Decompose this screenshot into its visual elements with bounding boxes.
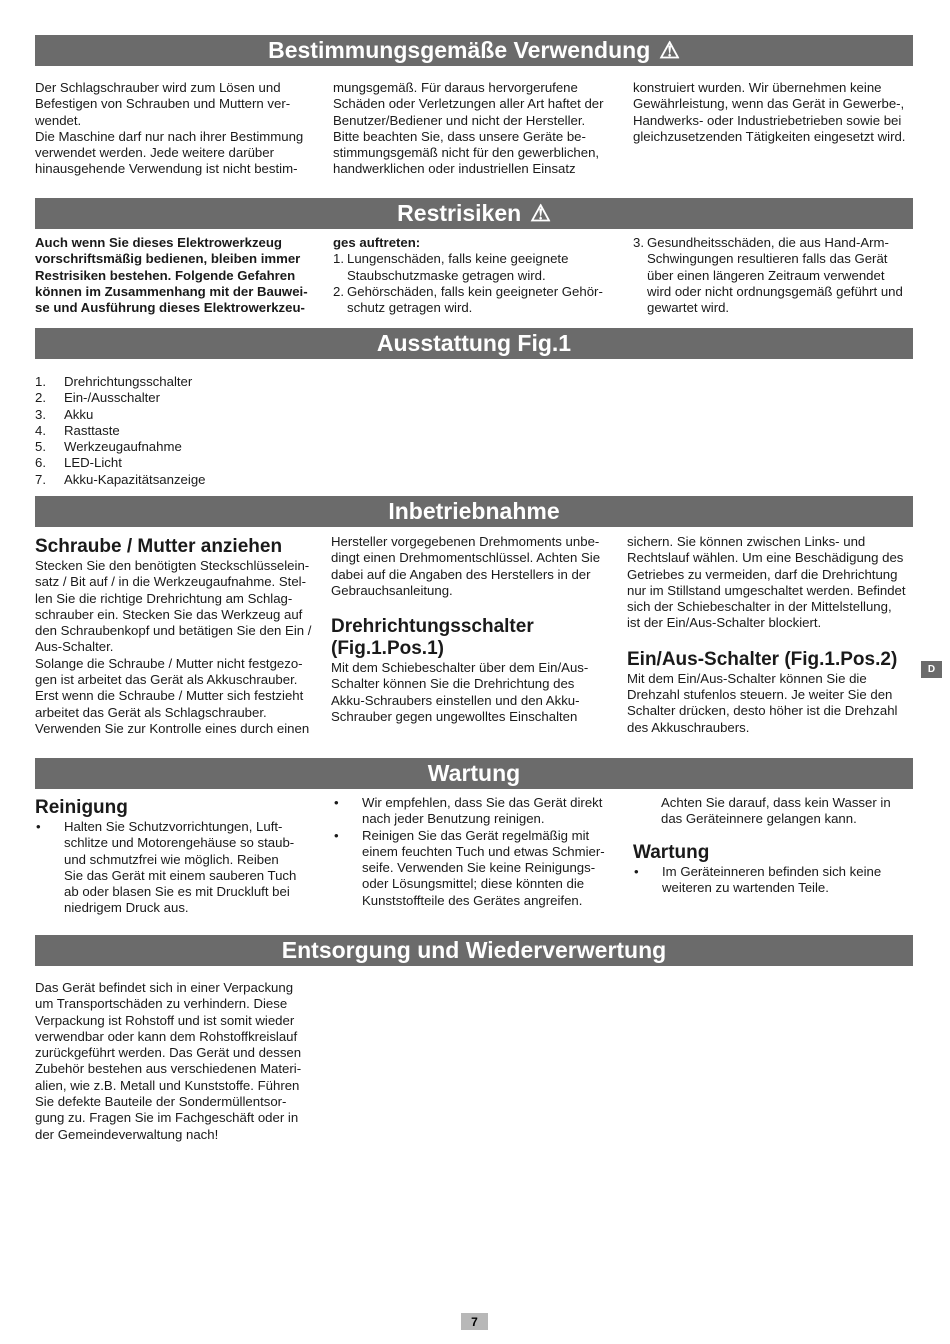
text-line: Drehzahl stufenlos steuern. Je weiter Sie den bbox=[627, 687, 893, 703]
inbetriebnahme-col3 bbox=[627, 534, 917, 736]
text-line: Mit dem Ein/Aus-Schalter können Sie die bbox=[627, 670, 867, 686]
section-header-restrisiken bbox=[35, 198, 913, 229]
text-line: Staubschutzmaske getragen wird. bbox=[347, 267, 546, 283]
section-title: Wartung bbox=[427, 760, 521, 786]
list-number: 3. bbox=[35, 406, 46, 422]
text-line: se und Ausführung dieses Elektrowerkzeu- bbox=[35, 300, 305, 316]
text-line: Schalter können Sie die Drehrichtung des bbox=[331, 676, 575, 692]
text-line: arbeitet das Gerät als Schlagschrauber. bbox=[35, 704, 267, 720]
text-line: konstruiert wurden. Wir übernehmen keine bbox=[633, 80, 882, 95]
text-line: Handwerks- oder Industriebetrieben sowie bei bbox=[633, 112, 902, 128]
text-line: Schäden oder Verletzungen aller Art haftet der bbox=[333, 96, 604, 112]
paragraph bbox=[627, 671, 917, 736]
text-line: Zubehör bestehen aus verschiedenen Materi- bbox=[35, 1061, 302, 1077]
text-line: Auch wenn Sie dieses Elektrowerkzeug bbox=[35, 235, 282, 250]
list-item bbox=[35, 439, 205, 455]
warning-triangle-icon: ⚠ bbox=[530, 200, 551, 226]
paragraph bbox=[331, 534, 623, 599]
restrisiken-col2 bbox=[333, 235, 623, 316]
text-line: ist der Ein/Aus-Schalter blockiert. bbox=[627, 615, 822, 631]
text-line: gung zu. Fragen Sie im Fachgeschäft oder in bbox=[35, 1110, 299, 1126]
bullet-text bbox=[362, 828, 605, 909]
list-label: Werkzeugaufnahme bbox=[64, 439, 182, 455]
bullet-item bbox=[35, 819, 327, 917]
list-number: 7. bbox=[35, 471, 46, 487]
text-line: schutz getragen wird. bbox=[347, 300, 473, 316]
list-item bbox=[35, 390, 205, 406]
text-line: des Akkuschraubers. bbox=[627, 719, 750, 735]
bullet-icon: • bbox=[334, 795, 339, 810]
subheading-line: Drehrichtungsschalter bbox=[331, 616, 534, 638]
section-header-wartung bbox=[35, 758, 913, 789]
text-line: Wir empfehlen, dass Sie das Gerät direkt bbox=[362, 795, 603, 810]
text-line: Gewährleistung, wenn das Gerät in Gewerbe-, bbox=[633, 96, 905, 112]
text-line: Der Schlagschrauber wird zum Lösen und bbox=[35, 80, 281, 95]
text-line: einem feuchten Tuch und etwas Schmier- bbox=[362, 843, 605, 859]
list-number: 1. bbox=[333, 251, 344, 267]
text-line: Stecken Sie den benötigten Steckschlüsselein- bbox=[35, 558, 310, 573]
list-text bbox=[347, 251, 568, 284]
bullet-continuation bbox=[633, 795, 918, 828]
list-number: 5. bbox=[35, 439, 46, 455]
section-title: Inbetriebnahme bbox=[388, 498, 560, 524]
paragraph bbox=[331, 660, 623, 725]
text-line: vorschriftsmäßig bedienen, bleiben immer bbox=[35, 251, 301, 267]
text-line: Kunststoffteile des Gerätes angreifen. bbox=[362, 892, 583, 908]
text-line: dingt einen Drehmomentschlüssel. Achten Sie bbox=[331, 550, 601, 566]
text-line: Halten Sie Schutzvorrichtungen, Luft- bbox=[64, 819, 283, 834]
list-label: Akku bbox=[64, 406, 94, 422]
section-title: Restrisiken bbox=[397, 200, 522, 226]
subheading-einaus: Ein/Aus-Schalter (Fig.1.Pos.2) bbox=[627, 648, 898, 670]
text-line: hinausgehende Verwendung ist nicht bestim- bbox=[35, 161, 298, 177]
entsorgung-text bbox=[35, 980, 327, 1143]
text-line: sich der Schiebeschalter in der Mittelstellung, bbox=[627, 599, 892, 615]
text-line: gleichzusetzenden Tätigkeiten eingesetzt wird. bbox=[633, 128, 906, 144]
subheading-schraube: Schraube / Mutter anziehen bbox=[35, 536, 283, 557]
text-line: gen ist arbeitet das Gerät als Akkuschrauber. bbox=[35, 672, 298, 688]
list-number: 4. bbox=[35, 422, 46, 438]
bestimmung-col1 bbox=[35, 80, 325, 178]
text-line: satz / Bit auf / in die Werkzeugaufnahme. Stel- bbox=[35, 574, 306, 590]
bullet-text bbox=[362, 795, 602, 828]
text-line: zurückgeführt werden. Das Gerät und dessen bbox=[35, 1045, 302, 1061]
restrisiken-intro-end: ges auftreten: bbox=[333, 235, 421, 250]
wartung-col1 bbox=[35, 797, 327, 917]
text-line: Im Geräteinneren befinden sich keine bbox=[662, 863, 882, 879]
bullet-text bbox=[64, 819, 296, 917]
list-item bbox=[35, 374, 205, 390]
list-item bbox=[35, 423, 205, 439]
section-header-bestimmung bbox=[35, 35, 913, 66]
list-label: Rasttaste bbox=[64, 422, 120, 438]
text-line: verwendet werden. Jede weitere darüber bbox=[35, 145, 274, 161]
parts-list bbox=[35, 374, 205, 488]
text-line: Mit dem Schiebeschalter über dem Ein/Aus- bbox=[331, 660, 589, 676]
text-line: Befestigen von Schrauben und Muttern ver- bbox=[35, 96, 291, 112]
text-line: Sie defekte Bauteile der Sondermüllentsor- bbox=[35, 1094, 287, 1110]
text-line: Sie das Gerät mit einem sauberen Tuch bbox=[64, 867, 297, 883]
bullet-text bbox=[662, 864, 881, 897]
bullet-item bbox=[633, 864, 918, 897]
text-line: mungsgemäß. Für daraus hervorgerufene bbox=[333, 80, 578, 95]
warning-triangle-icon: ⚠ bbox=[659, 37, 680, 63]
section-title: Ausstattung Fig.1 bbox=[376, 330, 572, 356]
text-line: len Sie die richtige Drehrichtung am Schlag- bbox=[35, 590, 293, 606]
text-line: schrauber ein. Stecken Sie das Werkzeug auf bbox=[35, 606, 303, 622]
text-line: Die Maschine darf nur nach ihrer Bestimmung bbox=[35, 128, 304, 144]
list-item bbox=[35, 472, 205, 488]
text-line: Das Gerät befindet sich in einer Verpackung bbox=[35, 980, 294, 995]
text-line: Gesundheitsschäden, die aus Hand-Arm- bbox=[647, 235, 889, 250]
text-line: ab oder blasen Sie es mit Druckluft bei bbox=[64, 884, 290, 900]
text-line: können im Zusammenhang mit der Bauwei- bbox=[35, 283, 308, 299]
text-line: alien, wie z.B. Metall und Kunststoffe. Führen bbox=[35, 1077, 300, 1093]
text-line: Akku-Schraubers einstellen und den Akku- bbox=[331, 692, 580, 708]
list-item bbox=[333, 284, 623, 317]
list-label: LED-Licht bbox=[64, 455, 122, 471]
paragraph bbox=[35, 558, 327, 737]
text-line: Solange die Schraube / Mutter nicht festgezo- bbox=[35, 655, 303, 671]
text-line: sichern. Sie können zwischen Links- und bbox=[627, 534, 866, 549]
text-line: und schmutzfrei wie möglich. Reiben bbox=[64, 851, 279, 867]
text-line: Erst wenn die Schraube / Mutter sich festzieht bbox=[35, 688, 304, 704]
text-line: Getriebes zu vermeiden, darf die Drehrichtung bbox=[627, 566, 898, 582]
bullet-icon: • bbox=[36, 819, 41, 834]
list-number: 2. bbox=[333, 283, 344, 299]
text-line: Aus-Schalter. bbox=[35, 639, 114, 655]
section-title: Entsorgung und Wiederverwertung bbox=[281, 937, 667, 963]
text-line: handwerklichen oder industriellen Einsatz bbox=[333, 161, 576, 177]
text-line: weiteren zu wartenden Teile. bbox=[662, 879, 829, 895]
page-number: 7 bbox=[461, 1313, 488, 1330]
bestimmung-col3 bbox=[633, 80, 923, 145]
subheading-drehrichtung bbox=[331, 616, 623, 660]
bullet-icon: • bbox=[634, 863, 639, 879]
text-line: oder Lösungsmittel; diese könnten die bbox=[362, 876, 585, 892]
list-label: Drehrichtungsschalter bbox=[64, 374, 193, 389]
list-item bbox=[633, 235, 913, 316]
text-line: gewartet wird. bbox=[647, 300, 730, 316]
list-label: Akku-Kapazitätsanzeige bbox=[64, 471, 206, 487]
text-line: Bitte beachten Sie, dass unsere Geräte be- bbox=[333, 128, 586, 144]
text-line: das Geräteinnere gelangen kann. bbox=[661, 811, 857, 827]
list-item bbox=[35, 455, 205, 471]
text-line: über einen längeren Zeitraum verwendet bbox=[647, 267, 885, 283]
bestimmung-col2 bbox=[333, 80, 623, 178]
text-line: dabei auf die Angaben des Herstellers in der bbox=[331, 566, 591, 582]
text-line: stimmungsgemäß nicht für den gewerblichen, bbox=[333, 145, 600, 161]
text-line: den Schraubenkopf und betätigen Sie den Ein / bbox=[35, 623, 312, 639]
paragraph bbox=[627, 534, 917, 632]
text-line: wird oder nicht ordnungsgemäß geführt und bbox=[647, 283, 903, 299]
text-line: seife. Verwenden Sie keine Reinigungs- bbox=[362, 860, 596, 876]
section-header-inbetriebnahme bbox=[35, 496, 913, 527]
bullet-icon: • bbox=[334, 827, 339, 843]
text-line: Schrauber gegen ungewolltes Einschalten bbox=[331, 709, 578, 725]
subheading-line: (Fig.1.Pos.1) bbox=[331, 638, 444, 660]
text-line: schlitze und Motorengehäuse so staub- bbox=[64, 835, 295, 851]
list-item bbox=[333, 251, 623, 284]
text-line: nach jeder Benutzung reinigen. bbox=[362, 811, 545, 827]
language-tab: D bbox=[921, 661, 942, 678]
list-text bbox=[647, 235, 903, 316]
restrisiken-col3 bbox=[633, 235, 913, 316]
text-line: Gebrauchsanleitung. bbox=[331, 582, 453, 598]
section-header-ausstattung bbox=[35, 328, 913, 359]
text-line: Achten Sie darauf, dass kein Wasser in bbox=[661, 795, 891, 810]
section-title: Bestimmungsgemäße Verwendung bbox=[268, 37, 651, 63]
text-line: Lungenschäden, falls keine geeignete bbox=[347, 251, 569, 267]
text-line: wendet. bbox=[35, 112, 82, 128]
text-line: Verwenden Sie zur Kontrolle eines durch einen bbox=[35, 720, 310, 736]
text-line: Schwingungen resultieren falls das Gerät bbox=[647, 251, 888, 267]
list-text bbox=[347, 284, 603, 317]
text-line: der Gemeindeverwaltung nach! bbox=[35, 1126, 219, 1142]
list-number: 6. bbox=[35, 455, 46, 471]
wartung-col2 bbox=[333, 795, 625, 909]
wartung-col3 bbox=[633, 795, 918, 896]
text-line: Restrisiken bestehen. Folgende Gefahren bbox=[35, 267, 296, 283]
list-number: 1. bbox=[35, 374, 46, 389]
bullet-item bbox=[333, 828, 625, 909]
text-line: verwendbar oder kann dem Rohstoffkreislauf bbox=[35, 1028, 298, 1044]
list-number: 2. bbox=[35, 390, 46, 406]
text-line: Gehörschäden, falls kein geeigneter Gehör- bbox=[347, 283, 603, 299]
restrisiken-intro bbox=[35, 235, 325, 316]
list-label: Ein-/Ausschalter bbox=[64, 390, 161, 406]
list-number: 3. bbox=[633, 235, 644, 250]
section-header-entsorgung bbox=[35, 935, 913, 966]
text-line: um Transportschäden zu verhindern. Diese bbox=[35, 996, 288, 1012]
subheading-wartung: Wartung bbox=[633, 841, 710, 863]
inbetriebnahme-col1 bbox=[35, 536, 327, 737]
text-line: Rechtslauf wählen. Um eine Beschädigung des bbox=[627, 550, 904, 566]
text-line: Schalter drücken, desto höher ist die Drehzahl bbox=[627, 703, 898, 719]
text-line: Verpackung ist Rohstoff und ist somit wieder bbox=[35, 1012, 295, 1028]
text-line: nur im Stillstand umgeschaltet werden. Befindet bbox=[627, 582, 906, 598]
inbetriebnahme-col2 bbox=[331, 534, 623, 725]
subheading-reinigung: Reinigung bbox=[35, 797, 128, 818]
text-line: Hersteller vorgegebenen Drehmoments unbe- bbox=[331, 534, 600, 549]
text-line: niedrigem Druck aus. bbox=[64, 900, 189, 916]
text-line: Reinigen Sie das Gerät regelmäßig mit bbox=[362, 827, 590, 843]
bullet-item bbox=[333, 795, 625, 828]
list-item bbox=[35, 407, 205, 423]
text-line: Benutzer/Bediener und nicht der Hersteller. bbox=[333, 112, 586, 128]
